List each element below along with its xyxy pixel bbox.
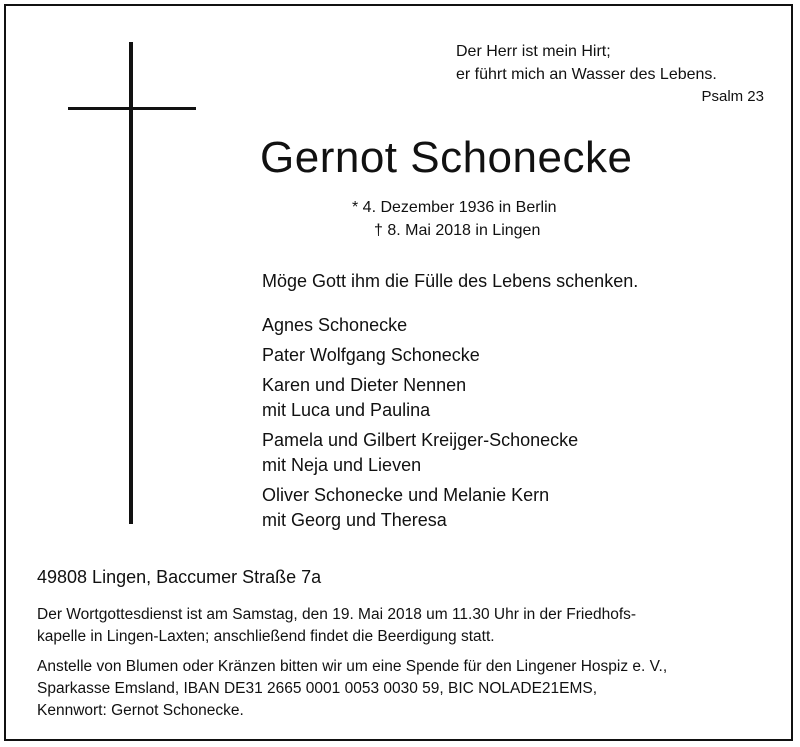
blessing-text: Möge Gott ihm die Fülle des Lebens schenken. [262, 271, 639, 291]
birth-date: * 4. Dezember 1936 in Berlin [352, 199, 557, 216]
mourner-name: Karen und Dieter Nennen [262, 375, 467, 395]
cross-icon-bar [68, 107, 196, 110]
mourner-name: Agnes Schonecke [262, 315, 408, 335]
mourner-entry [262, 343, 578, 368]
donation-line-3: Kennwort: Gernot Schonecke. [37, 702, 244, 719]
mourner-children: mit Luca und Paulina [262, 400, 431, 420]
service-notice [37, 604, 772, 730]
service-line-1: Der Wortgottesdienst ist am Samstag, den 19. Mai 2018 um 11.30 Uhr in der Friedhofs- [37, 606, 637, 623]
mourner-name: Pater Wolfgang Schonecke [262, 345, 480, 365]
mourner-entry [262, 313, 578, 338]
life-dates [352, 196, 557, 242]
donation-line-2: Sparkasse Emsland, IBAN DE31 2665 0001 0053 0030 59, BIC NOLADE21EMS, [37, 680, 598, 697]
mourner-name: Pamela und Gilbert Kreijger-Schonecke [262, 430, 579, 450]
service-paragraph [37, 604, 772, 648]
mourners-list [262, 313, 578, 538]
mourner-name: Oliver Schonecke und Melanie Kern [262, 485, 550, 505]
deceased-name: Gernot Schonecke [260, 133, 633, 182]
psalm-line-2: er führt mich an Wasser des Lebens. [456, 66, 717, 83]
psalm-line-1: Der Herr ist mein Hirt; [456, 43, 611, 60]
mourner-children: mit Neja und Lieven [262, 455, 422, 475]
family-address: 49808 Lingen, Baccumer Straße 7a [37, 567, 322, 587]
mourner-entry [262, 428, 578, 478]
psalm-quote [456, 40, 766, 86]
mourner-entry [262, 373, 578, 423]
donation-paragraph [37, 656, 772, 722]
cross-icon [129, 42, 133, 524]
service-line-2: kapelle in Lingen-Laxten; anschließend findet die Beerdigung statt. [37, 628, 495, 645]
mourner-children: mit Georg und Theresa [262, 510, 447, 530]
mourner-entry [262, 483, 578, 533]
donation-line-1: Anstelle von Blumen oder Kränzen bitten wir um eine Spende für den Lingener Hospiz e. V., [37, 658, 668, 675]
death-date: † 8. Mai 2018 in Lingen [374, 222, 541, 239]
psalm-reference: Psalm 23 [701, 88, 764, 105]
